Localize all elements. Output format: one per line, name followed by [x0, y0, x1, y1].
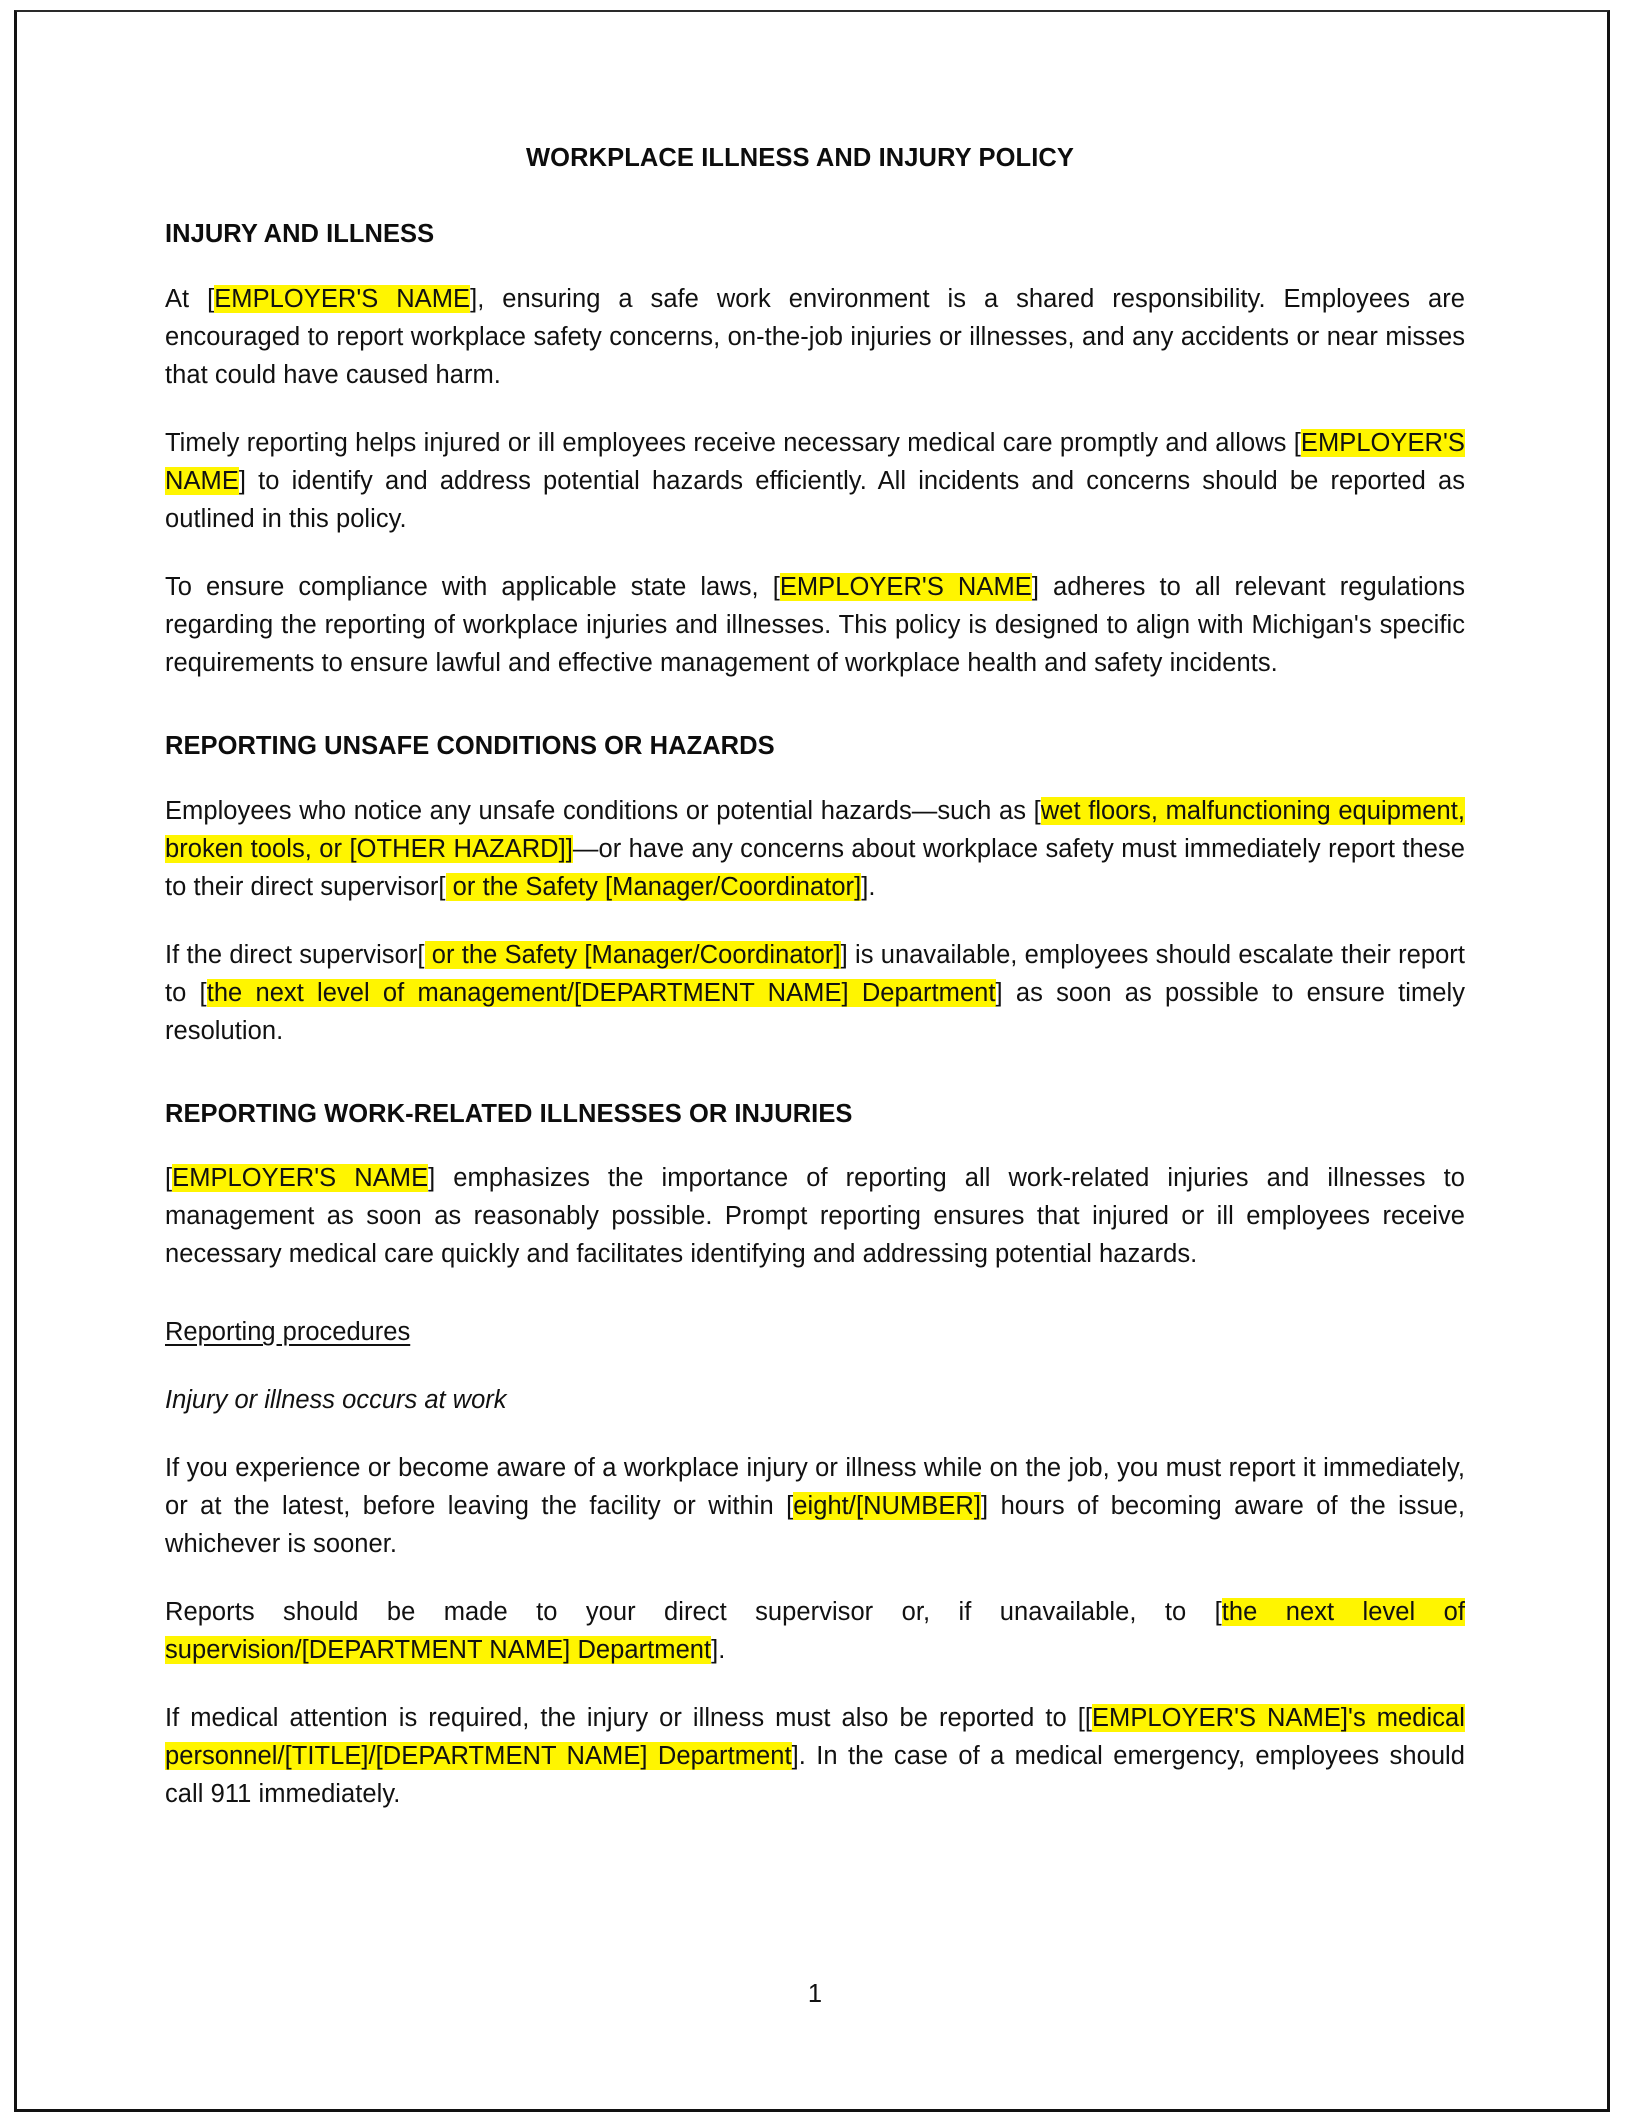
- highlight-employer-name: EMPLOYER'S NAME: [214, 284, 471, 313]
- subheading-reporting-procedures: Reporting procedures: [165, 1318, 411, 1347]
- highlight-medical-personnel: EMPLOYER'S NAME]'s medical personnel/[TITLE]/[DEPARTMENT NAME] Department: [165, 1704, 1465, 1771]
- text-fragment: ].: [861, 872, 876, 901]
- page-number: 1: [807, 1980, 823, 2008]
- document-content: [165, 144, 1466, 2008]
- highlight-safety-manager: or the Safety [Manager/Coordinator]: [445, 872, 862, 901]
- paragraph-work-related-intro: [165, 1160, 1465, 1274]
- text-fragment: If you experience or become aware of a workplace injury or illness while on the job, you must report it immediately, or at the latest, before leaving the facility or within [: [165, 1454, 1465, 1521]
- highlight-hours-number: eight/[NUMBER]: [793, 1492, 982, 1521]
- paragraph-report-timing: [165, 1450, 1465, 1564]
- text-fragment: At [: [165, 284, 215, 313]
- text-fragment: ]. In the case of a medical emergency, employees should call 911 immediately.: [165, 1742, 1466, 1809]
- paragraph-timely-reporting: [165, 425, 1465, 539]
- text-fragment: Timely reporting helps injured or ill employees receive necessary medical care promptly and allows [: [165, 428, 1301, 457]
- paragraph-injury-intro: [165, 281, 1465, 395]
- highlight-employer-name: EMPLOYER'S NAME: [779, 572, 1032, 601]
- text-fragment: [: [165, 1164, 173, 1193]
- text-fragment: ] as soon as possible to ensure timely resolution.: [165, 978, 1465, 1045]
- text-fragment: ] to identify and address potential hazards efficiently. All incidents and concerns should be reported as outlined in this policy.: [165, 466, 1465, 533]
- text-fragment: If medical attention is required, the injury or illness must also be reported to [[: [165, 1704, 1092, 1733]
- subheading-injury-occurs-at-work: Injury or illness occurs at work: [165, 1386, 507, 1415]
- heading-injury-and-illness: INJURY AND ILLNESS: [165, 220, 435, 248]
- text-fragment: To ensure compliance with applicable state laws, [: [165, 572, 780, 601]
- highlight-next-level-supervision: the next level of supervision/[DEPARTMENT NAME] Department: [165, 1598, 1465, 1665]
- paragraph-unsafe-conditions: [165, 793, 1465, 907]
- highlight-employer-name: EMPLOYER'S NAME: [165, 428, 1465, 495]
- text-fragment: Employees who notice any unsafe conditions or potential hazards—such as [: [165, 796, 1041, 825]
- document-title: WORKPLACE ILLNESS AND INJURY POLICY: [525, 144, 1074, 172]
- paragraph-state-compliance: [165, 569, 1465, 683]
- heading-reporting-unsafe-conditions: REPORTING UNSAFE CONDITIONS OR HAZARDS: [165, 731, 775, 760]
- paragraph-medical-attention: [165, 1700, 1465, 1814]
- text-fragment: ] hours of becoming aware of the issue, whichever is sooner.: [165, 1492, 1466, 1559]
- document-sheet: [14, 10, 1610, 2112]
- text-fragment: ] adheres to all relevant regulations regarding the reporting of workplace injuries and illnesses. This policy is designed to align with Michigan's specific requirements to ensure lawful and effective management of workplace health and safety incidents.: [165, 572, 1465, 677]
- highlight-safety-manager: or the Safety [Manager/Coordinator]: [424, 940, 841, 969]
- highlight-employer-name: EMPLOYER'S NAME: [172, 1164, 429, 1193]
- text-fragment: ] is unavailable, employees should escalate their report to [: [165, 940, 1465, 1007]
- text-fragment: If the direct supervisor[: [165, 940, 425, 969]
- text-fragment: ] emphasizes the importance of reporting all work-related injuries and illnesses to management as soon as reasonably possible. Prompt reporting ensures that injured or ill employees receive necessary medical care quickly and facilitates identifying and addressing potential hazards.: [165, 1164, 1465, 1269]
- text-fragment: ].: [711, 1636, 726, 1665]
- text-fragment: —or have any concerns about workplace safety must immediately report these to their direct supervisor[: [165, 834, 1465, 901]
- highlight-hazard-examples: wet floors, malfunctioning equipment, broken tools, or [OTHER HAZARD]]: [165, 796, 1465, 863]
- highlight-next-level-management: the next level of management/[DEPARTMENT NAME] Department: [206, 978, 996, 1007]
- text-fragment: ], ensuring a safe work environment is a shared responsibility. Employees are encouraged to report workplace safety concerns, on-the-job injuries or illnesses, and any accidents or near misses that could have caused harm.: [165, 284, 1465, 389]
- paragraph-report-recipient: [165, 1594, 1465, 1670]
- text-fragment: Reports should be made to your direct supervisor or, if unavailable, to [: [165, 1598, 1222, 1627]
- heading-reporting-work-related: REPORTING WORK-RELATED ILLNESSES OR INJURIES: [165, 1099, 853, 1128]
- paragraph-escalation: [165, 937, 1465, 1051]
